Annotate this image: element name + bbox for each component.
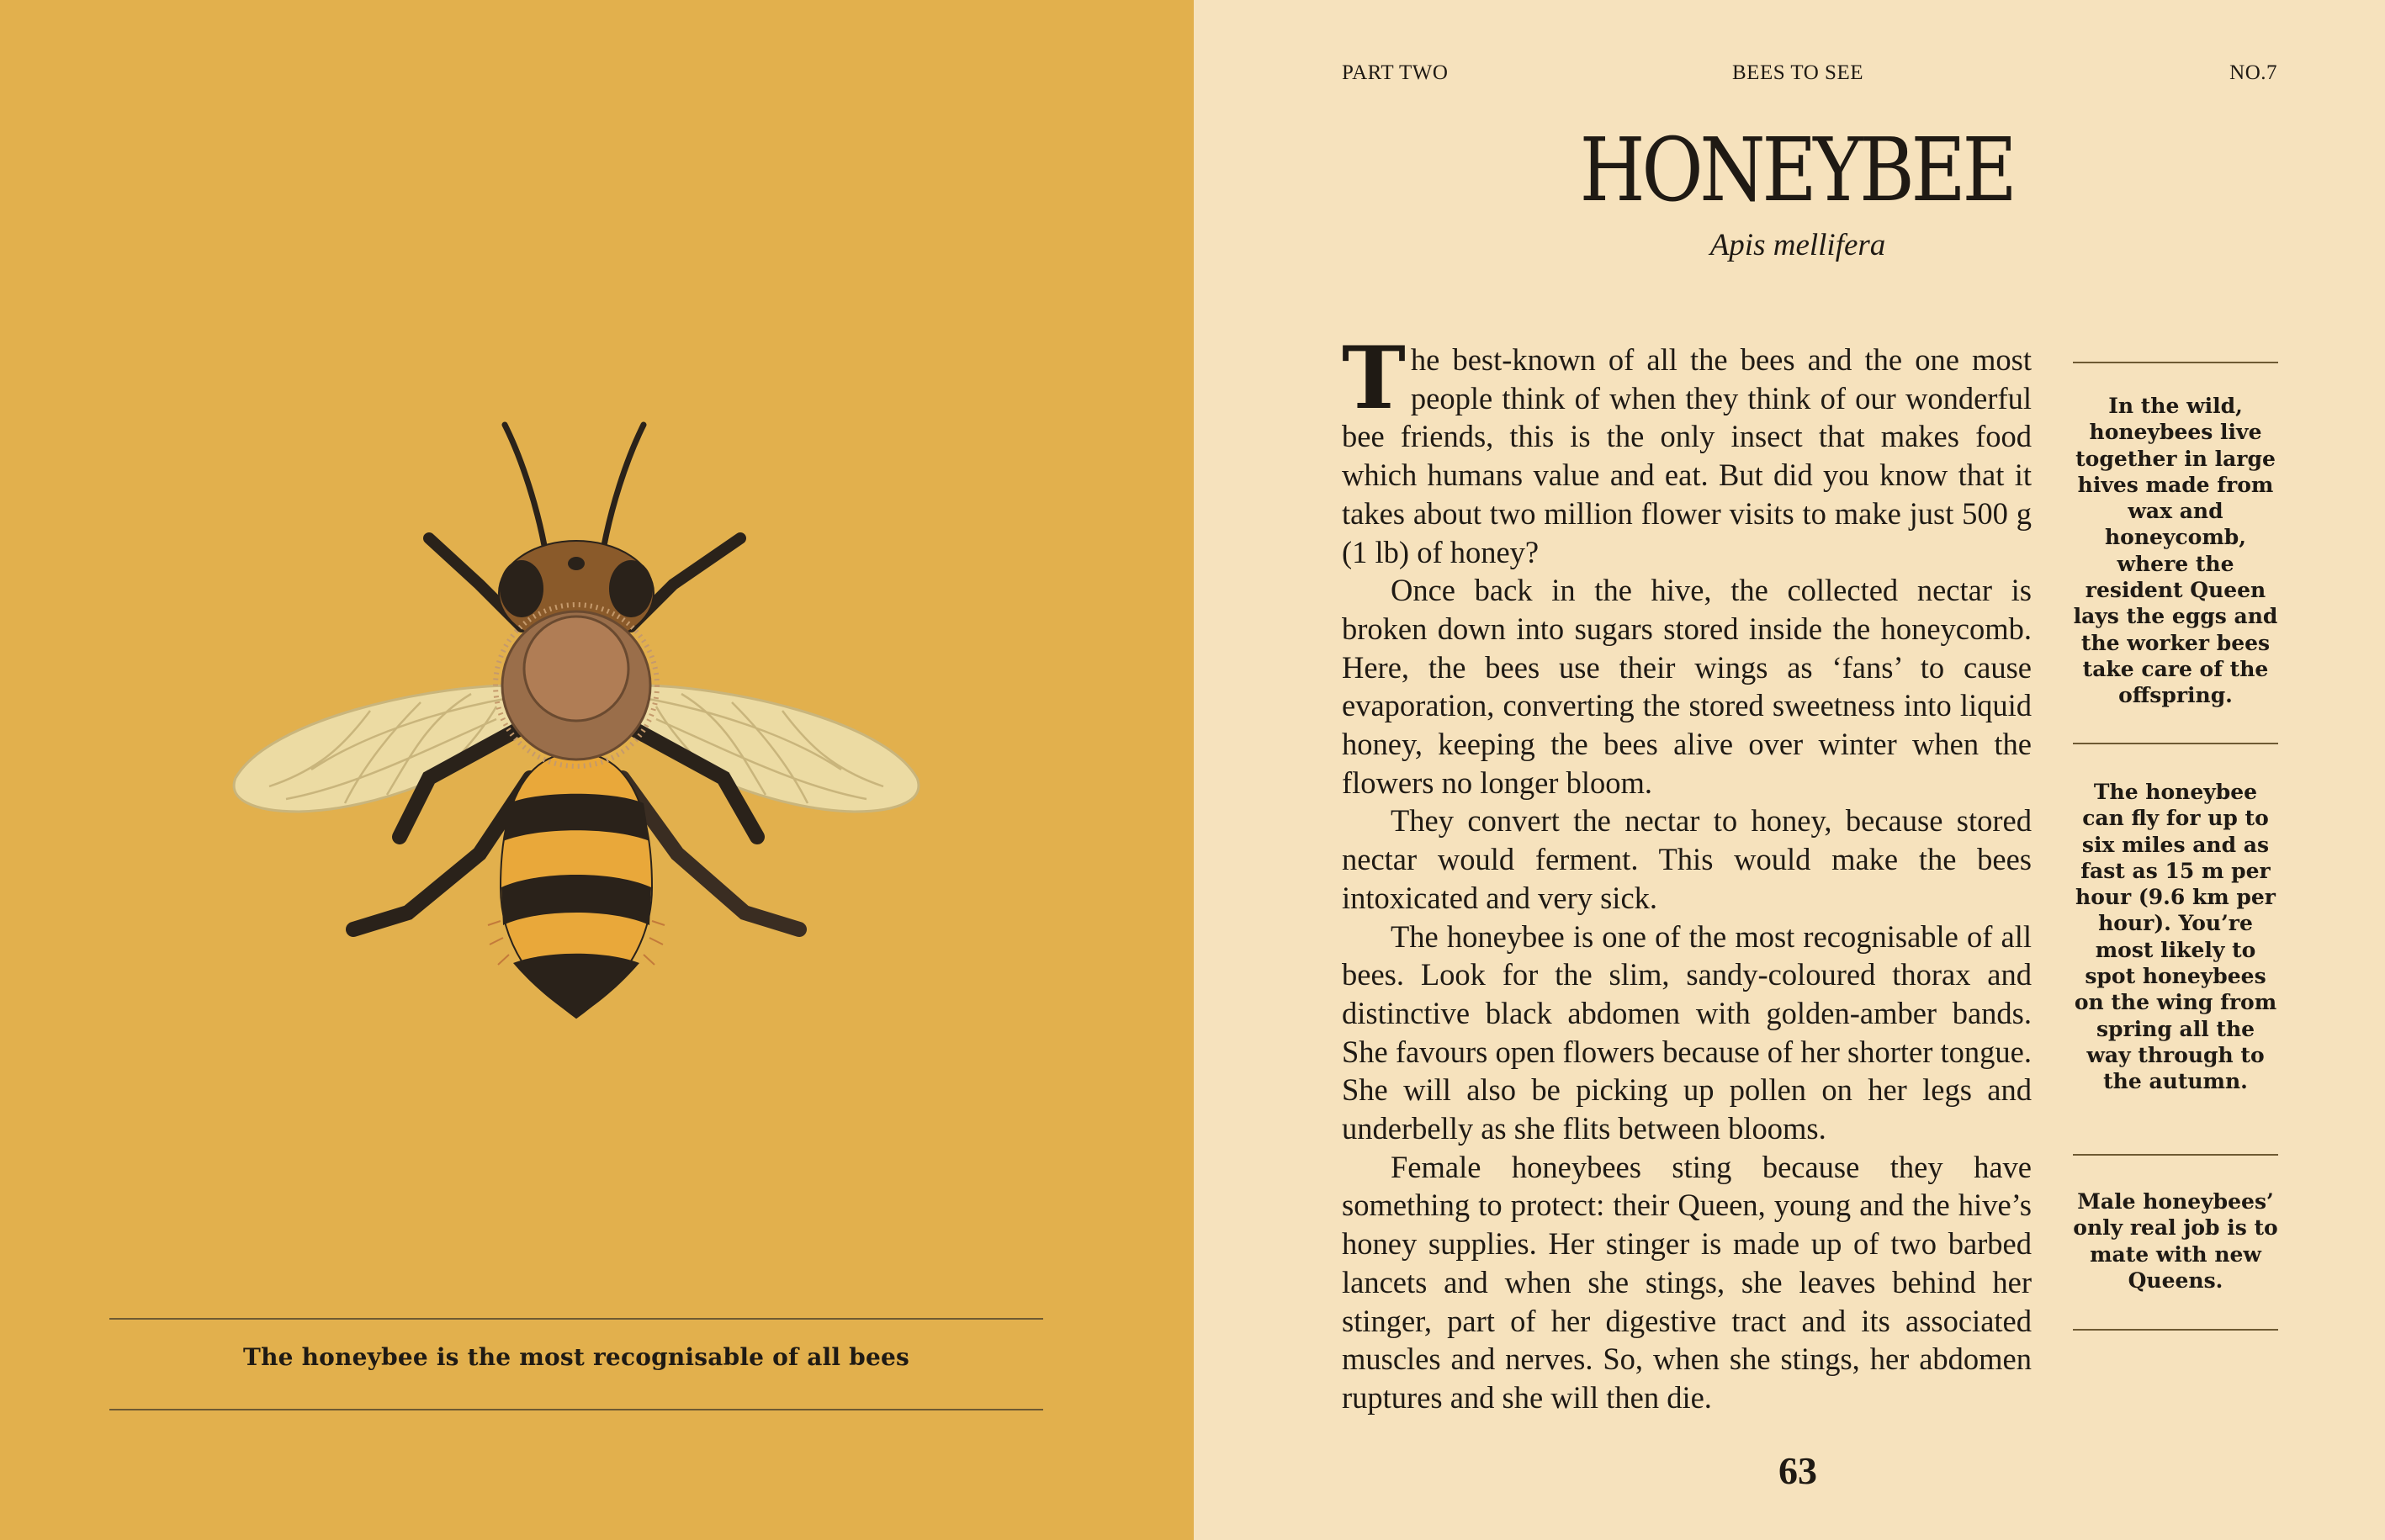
side-rule-1 [2073,362,2278,363]
right-page [1194,0,2385,1540]
caption-rule-bottom [109,1409,1043,1410]
running-head-section: BEES TO SEE [1732,61,1863,84]
honeybee-illustration [219,416,934,1043]
drop-cap: T [1342,328,1406,429]
side-rule-3 [2073,1154,2278,1156]
side-note-1: In the wild, honeybees live together in large hives made from wax and honeycomb, where the resident Queen lays the eggs and the worker bees take care of the offspring. [2073,394,2278,708]
paragraph-5: Female honeybees sting because they have something to protect: their Queen, young and the hive’s honey supplies. Her stinger is made up of two barbed lancets and when she stings, she leaves behind her stinger, part of her digestive tract and its associated muscles and nerves. So, when she stings, her abdomen ruptures and she will then die. [1342,1149,2032,1415]
running-head-number: NO.7 [2229,61,2277,84]
caption-rule-top [109,1318,1043,1320]
side-rule-4 [2073,1329,2278,1331]
scientific-name: Apis mellifera [1709,228,1886,262]
side-note-3: Male honeybees’ only real job is to mate with new Queens. [2073,1189,2278,1293]
running-head-part: PART TWO [1342,61,1449,84]
figure-caption: The honeybee is the most recognisable of all bees [243,1343,909,1371]
paragraph-4: The honeybee is one of the most recognisable of all bees. Look for the slim, sandy-coloured thorax and distinctive black abdomen with golden-amber bands. She favours open flowers because of her shorter tongue. She will also be picking up pollen on her legs and underbelly as she flits between blooms. [1342,918,2032,1146]
side-note-2: The honeybee can fly for up to six miles and as fast as 15 m per hour (9.6 km per hour). You’re most likely to spot honeybees on the wing from spring all the way through to the autumn. [2074,780,2277,1094]
paragraph-2: Once back in the hive, the collected nectar is broken down into sugars stored inside the honeycomb. Here, the bees use their wings as ‘fans’ to cause evaporation, converting the stored sweetness into liquid honey, keeping the bees alive over winter when the flowers no longer bloom. [1342,573,2032,800]
paragraph-1-text: he best-known of all the bees and the one most people think of when they think of our wonderful bee friends, this is the only insect that makes food which humans value and eat. But did you know that it takes about two million flower visits to make just 500 g (1 lb) of honey? [1342,342,2032,569]
paragraph-3: They convert the nectar to honey, because stored nectar would ferment. This would make the bees intoxicated and very sick. [1342,803,2032,915]
side-rule-2 [2073,743,2278,744]
page-number: 63 [1778,1449,1817,1492]
paragraph-1 [1342,328,2032,571]
page-title: HONEYBEE [1579,119,2014,221]
body-text [1342,328,2032,1417]
